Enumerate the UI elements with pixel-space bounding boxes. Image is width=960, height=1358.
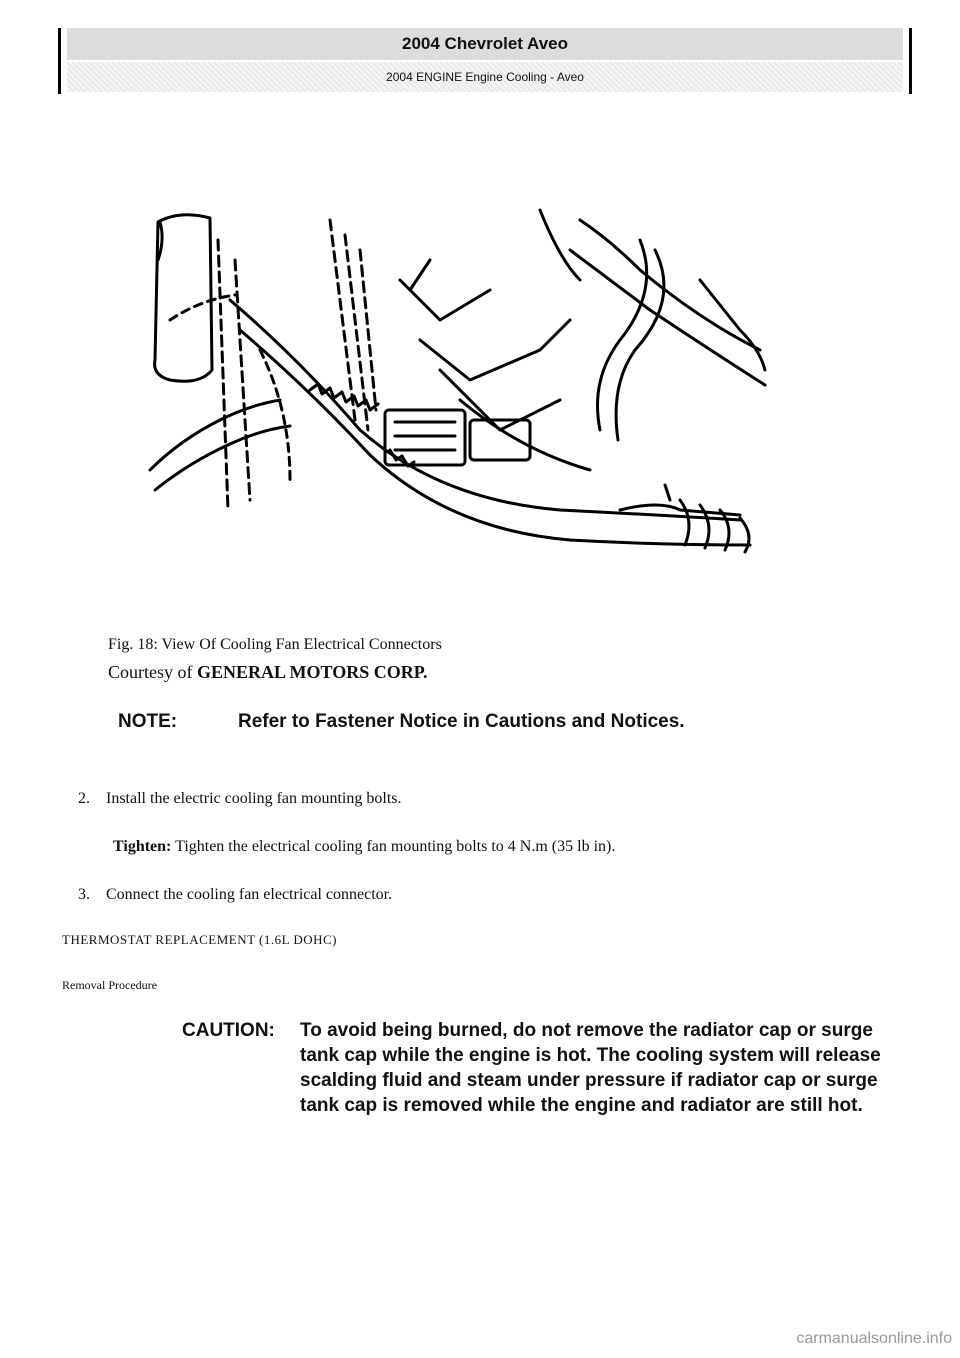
note-label: NOTE: <box>118 711 178 732</box>
note-text: Refer to Fastener Notice in Cautions and Notices. <box>238 711 685 732</box>
caution-text: To avoid being burned, do not remove the radiator cap or surge tank cap while the engine is hot. The cooling system will release scalding fluid and steam under pressure if radiator cap or surge tank cap is removed while the engine and radiator are still hot. <box>300 1020 881 1116</box>
document-title: 2004 Chevrolet Aveo <box>67 28 903 60</box>
page-header <box>58 28 912 94</box>
cooling-fan-connector-illustration <box>140 200 770 570</box>
credit-company: GENERAL MOTORS CORP. <box>197 662 428 682</box>
section-title: THERMOSTAT REPLACEMENT (1.6L DOHC) <box>62 932 338 947</box>
step-number: 3. <box>78 886 90 903</box>
tighten-text: Tighten the electrical cooling fan mounting bolts to 4 N.m (35 lb in). <box>171 838 616 855</box>
step-number: 2. <box>78 790 90 807</box>
step-text: Install the electric cooling fan mounting bolts. <box>106 790 402 807</box>
step-item <box>78 886 392 904</box>
subsection-title: Removal Procedure <box>62 978 157 992</box>
caution-label: CAUTION: <box>182 1020 275 1041</box>
footer-watermark: carmanualsonline.info <box>796 1330 952 1347</box>
tighten-label: Tighten: <box>113 838 172 855</box>
figure-credit <box>108 662 428 683</box>
tighten-spec <box>113 838 615 856</box>
step-item <box>78 790 401 808</box>
document-subtitle: 2004 ENGINE Engine Cooling - Aveo <box>67 62 903 92</box>
step-text: Connect the cooling fan electrical connector. <box>106 886 393 903</box>
credit-prefix: Courtesy of <box>108 662 197 682</box>
figure-caption: Fig. 18: View Of Cooling Fan Electrical Connectors <box>108 636 442 653</box>
